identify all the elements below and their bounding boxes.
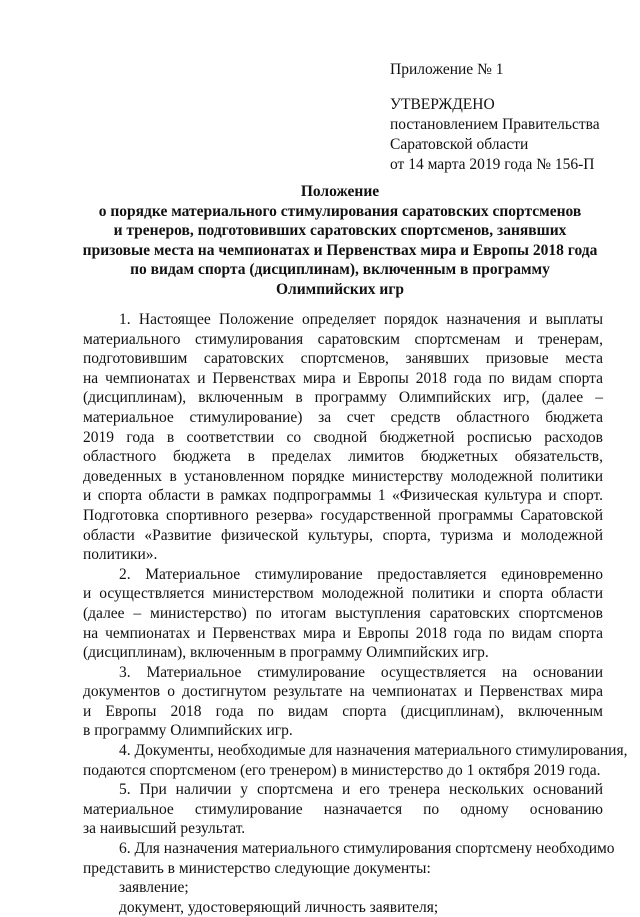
- title-line: по видам спорта (дисциплинам), включенным в программу: [130, 261, 550, 279]
- body-text-line: области «Развитие физической культуры, спорта, туризма и молодежной: [83, 526, 603, 544]
- title-line: призовые места на чемпионатах и Первенствах мира и Европы 2018 года: [82, 241, 598, 259]
- body-text-line: материальное стимулирование назначается по одному основанию: [83, 800, 603, 818]
- body-text-line: Подготовка спортивного резерва» государственной программы Саратовской: [83, 506, 603, 524]
- body-text-line: заявление;: [119, 879, 189, 897]
- title-line: Положение: [300, 183, 380, 200]
- body-text-line: и спорта области в рамках подпрограммы 1 «Физическая культура и спорт.: [83, 487, 603, 505]
- body-text-line: 1. Настоящее Положение определяет порядок назначения и выплаты: [119, 311, 603, 328]
- body-text-line: и осуществляется министерством молодежной политики и спорта области: [83, 585, 603, 603]
- body-text-line: 3. Материальное стимулирование осуществляется на основании: [119, 663, 603, 681]
- appendix-label: Приложение № 1: [390, 61, 504, 78]
- body-text-line: 2. Материальное стимулирование предоставляется единовременно: [119, 565, 603, 583]
- body-text-line: (дисциплинам), включенным в программу Олимпийских игр.: [83, 644, 489, 662]
- document-body: [83, 310, 628, 917]
- body-text-line: доведенных в установленном порядке министерству молодежной политики: [83, 467, 603, 485]
- body-text-line: материальное стимулирование) за счет средств областного бюджета: [83, 408, 603, 426]
- body-text-line: областного бюджета в пределах лимитов бюджетных обязательств,: [83, 448, 603, 466]
- document-title: [60, 182, 620, 300]
- body-text-line: политики».: [83, 546, 158, 564]
- body-text-line: 2019 года в соответствии со сводной бюджетной росписью расходов: [83, 428, 603, 446]
- body-text-line: подготовившим саратовских спортсменов, занявших призовые места: [83, 350, 603, 368]
- body-text-line: на чемпионатах и Первенствах мира и Европы 2018 года по видам спорта: [83, 624, 603, 642]
- body-text-line: (далее – министерство) по итогам выступления саратовских спортсменов: [83, 604, 603, 622]
- body-text-line: документ, удостоверяющий личность заявителя;: [119, 898, 439, 916]
- body-text-line: в программу Олимпийских игр.: [83, 722, 293, 740]
- approved-by-line: от 14 марта 2019 года № 156-П: [390, 156, 595, 173]
- title-line: и тренеров, подготовивших саратовских спортсменов, занявших: [113, 222, 567, 240]
- approved-label: УТВЕРЖДЕНО: [390, 96, 495, 113]
- approved-by-line: постановлением Правительства: [390, 116, 600, 133]
- body-text-line: документов о достигнутом результате на чемпионатах и Первенствах мира: [83, 683, 603, 701]
- body-text-line: материального стимулирования саратовским спортсменам и тренерам,: [83, 330, 603, 348]
- approved-by-line: Саратовской области: [390, 136, 529, 153]
- body-text-line: представить в министерство следующие документы:: [83, 859, 431, 877]
- body-text-line: подаются спортсменом (его тренером) в министерство до 1 октября 2019 года.: [83, 761, 601, 779]
- title-line: Олимпийских игр: [276, 280, 404, 298]
- body-text-line: и Европы 2018 года по видам спорта (дисциплинам), включенным: [83, 702, 603, 720]
- body-text-line: 5. При наличии у спортсмена и его тренера нескольких оснований: [119, 781, 603, 799]
- body-text-line: 4. Документы, необходимые для назначения материального стимулирования,: [119, 742, 628, 760]
- body-text-line: (дисциплинам), включенным в программу Олимпийских игр, (далее –: [83, 389, 603, 407]
- title-line: о порядке материального стимулирования саратовских спортсменов: [98, 202, 582, 220]
- body-text-line: на чемпионатах и Первенствах мира и Европы 2018 года по видам спорта: [83, 369, 603, 387]
- body-text-line: за наивысший результат.: [83, 820, 246, 838]
- body-text-line: 6. Для назначения материального стимулирования спортсмену необходимо: [119, 840, 615, 858]
